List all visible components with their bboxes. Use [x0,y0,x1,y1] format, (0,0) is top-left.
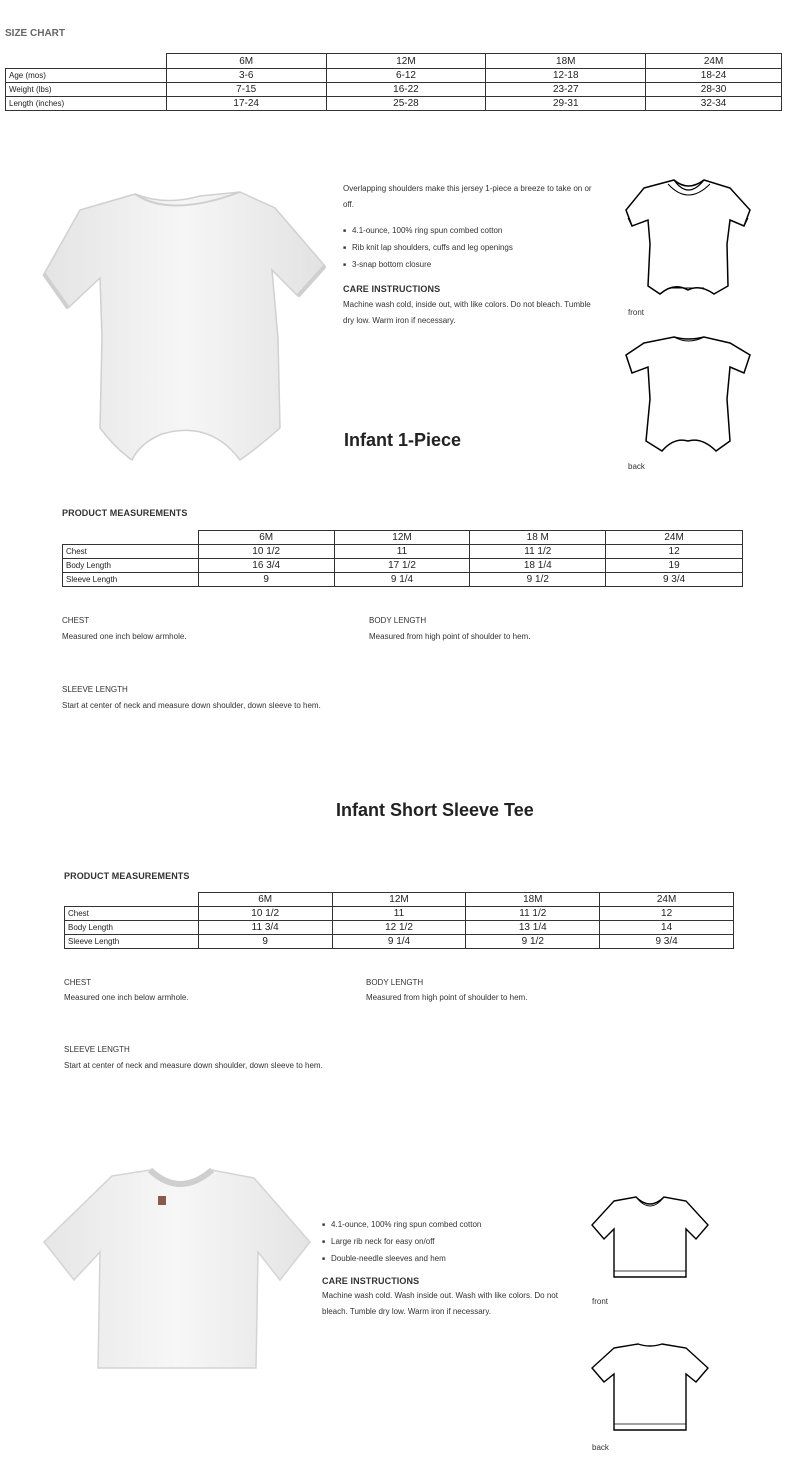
table-cell: 19 [606,559,743,573]
onesie-body-text: Measured from high point of shoulder to hem. [369,632,531,641]
table-cell: 16 3/4 [198,559,334,573]
tee-sleeve-text: Start at center of neck and measure down shoulder, down sleeve to hem. [64,1061,323,1070]
table-row [65,935,734,949]
table-cell: 23-27 [486,83,646,97]
column-header: 24M [600,893,734,907]
table-cell: 7-15 [166,83,326,97]
table-cell: 11 1/2 [470,545,606,559]
tee-front-label: front [592,1297,609,1306]
tee-chest-heading: CHEST [64,978,92,987]
table-corner [65,893,199,907]
table-cell: 17-24 [166,97,326,111]
column-header: 24M [646,54,782,69]
onesie-front-label: front [628,308,645,317]
tee-front-sketch [588,1195,712,1281]
onesie-body-heading: BODY LENGTH [369,616,427,625]
row-label: Weight (lbs) [6,83,167,97]
row-label: Length (inches) [6,97,167,111]
row-label: Age (mos) [6,69,167,83]
column-header: 24M [606,531,743,545]
onesie-intro: Overlapping shoulders make this jersey 1-piece a breeze to take on or off. [343,184,592,209]
table-cell: 11 [332,907,466,921]
table-cell: 28-30 [646,83,782,97]
tee-care-heading: CARE INSTRUCTIONS [322,1276,420,1286]
column-header: 18 M [470,531,606,545]
size-chart-title: SIZE CHART [5,28,65,39]
table-cell: 9 [198,573,334,587]
onesie-back-sketch [622,333,754,458]
table-cell: 9 [198,935,332,949]
tee-back-label: back [592,1443,609,1452]
onesie-care-text: Machine wash cold, inside out, with like colors. Do not bleach. Tumble dry low. Warm iron if necessary. [343,300,591,325]
list-item: ■ Double-needle sleeves and hem [322,1251,572,1268]
column-header: 18M [466,893,600,907]
table-row [6,69,782,83]
table-cell: 29-31 [486,97,646,111]
table-corner [6,54,167,69]
tee-body-text: Measured from high point of shoulder to hem. [366,993,528,1002]
column-header: 6M [198,893,332,907]
tee-body-heading: BODY LENGTH [366,978,424,987]
onesie-title: Infant 1-Piece [344,430,462,450]
table-cell: 16-22 [326,83,486,97]
table-cell: 10 1/2 [198,907,332,921]
table-cell: 13 1/4 [466,921,600,935]
brand-tag-icon [158,1196,166,1205]
tee-care-text: Machine wash cold. Wash inside out. Wash with like colors. Do not bleach. Tumble dry low. Warm iron if necessary. [322,1291,558,1316]
onesie-feature-list [343,223,603,274]
table-cell: 9 1/2 [470,573,606,587]
tee-feature-list [322,1217,572,1268]
list-item: ■ 4.1-ounce, 100% ring spun combed cotton [322,1217,572,1234]
table-row [63,545,743,559]
tee-back-sketch [588,1342,712,1434]
onesie-chest-heading: CHEST [62,616,90,625]
onesie-sleeve-heading: SLEEVE LENGTH [62,685,128,694]
onesie-front-sketch [622,178,754,303]
column-header: 12M [334,531,470,545]
table-row [65,907,734,921]
table-cell: 32-34 [646,97,782,111]
row-label: Sleeve Length [63,573,199,587]
table-cell: 9 3/4 [600,935,734,949]
table-cell: 12-18 [486,69,646,83]
table-cell: 18-24 [646,69,782,83]
table-cell: 11 3/4 [198,921,332,935]
table-cell: 9 3/4 [606,573,743,587]
row-label: Chest [65,907,199,921]
table-cell: 11 1/2 [466,907,600,921]
tee-sleeve-heading: SLEEVE LENGTH [64,1045,130,1054]
table-cell: 17 1/2 [334,559,470,573]
table-cell: 25-28 [326,97,486,111]
column-header: 18M [486,54,646,69]
column-header: 6M [166,54,326,69]
tee-title: Infant Short Sleeve Tee [336,800,534,820]
onesie-care-heading: CARE INSTRUCTIONS [343,284,441,294]
row-label: Sleeve Length [65,935,199,949]
table-cell: 12 [606,545,743,559]
column-header: 6M [198,531,334,545]
size-chart-table [5,53,782,111]
tee-measurements-table [64,892,734,949]
onesie-measurements-heading: PRODUCT MEASUREMENTS [62,508,188,518]
tee-measurements-heading: PRODUCT MEASUREMENTS [64,871,190,881]
list-item: ■ Large rib neck for easy on/off [322,1234,572,1251]
onesie-measurements-table [62,530,743,587]
table-cell: 10 1/2 [198,545,334,559]
table-cell: 18 1/4 [470,559,606,573]
table-cell: 9 1/4 [332,935,466,949]
table-cell: 12 [600,907,734,921]
list-item: ■ 4.1-ounce, 100% ring spun combed cotton [343,223,603,240]
column-header: 12M [332,893,466,907]
table-row [6,83,782,97]
table-cell: 3-6 [166,69,326,83]
table-row [63,559,743,573]
table-row [65,921,734,935]
table-cell: 9 1/4 [334,573,470,587]
onesie-sleeve-text: Start at center of neck and measure down shoulder, down sleeve to hem. [62,701,321,710]
tee-chest-text: Measured one inch below armhole. [64,993,189,1002]
onesie-back-label: back [628,462,645,471]
list-item: ■ 3-snap bottom closure [343,257,603,274]
table-cell: 14 [600,921,734,935]
list-item: ■ Rib knit lap shoulders, cuffs and leg openings [343,240,603,257]
table-cell: 9 1/2 [466,935,600,949]
table-row [63,573,743,587]
table-cell: 6-12 [326,69,486,83]
onesie-photo [40,188,330,468]
onesie-chest-text: Measured one inch below armhole. [62,632,187,641]
table-cell: 12 1/2 [332,921,466,935]
column-header: 12M [326,54,486,69]
tee-photo [40,1168,315,1373]
table-row [6,97,782,111]
row-label: Body Length [63,559,199,573]
table-corner [63,531,199,545]
row-label: Body Length [65,921,199,935]
table-cell: 11 [334,545,470,559]
row-label: Chest [63,545,199,559]
